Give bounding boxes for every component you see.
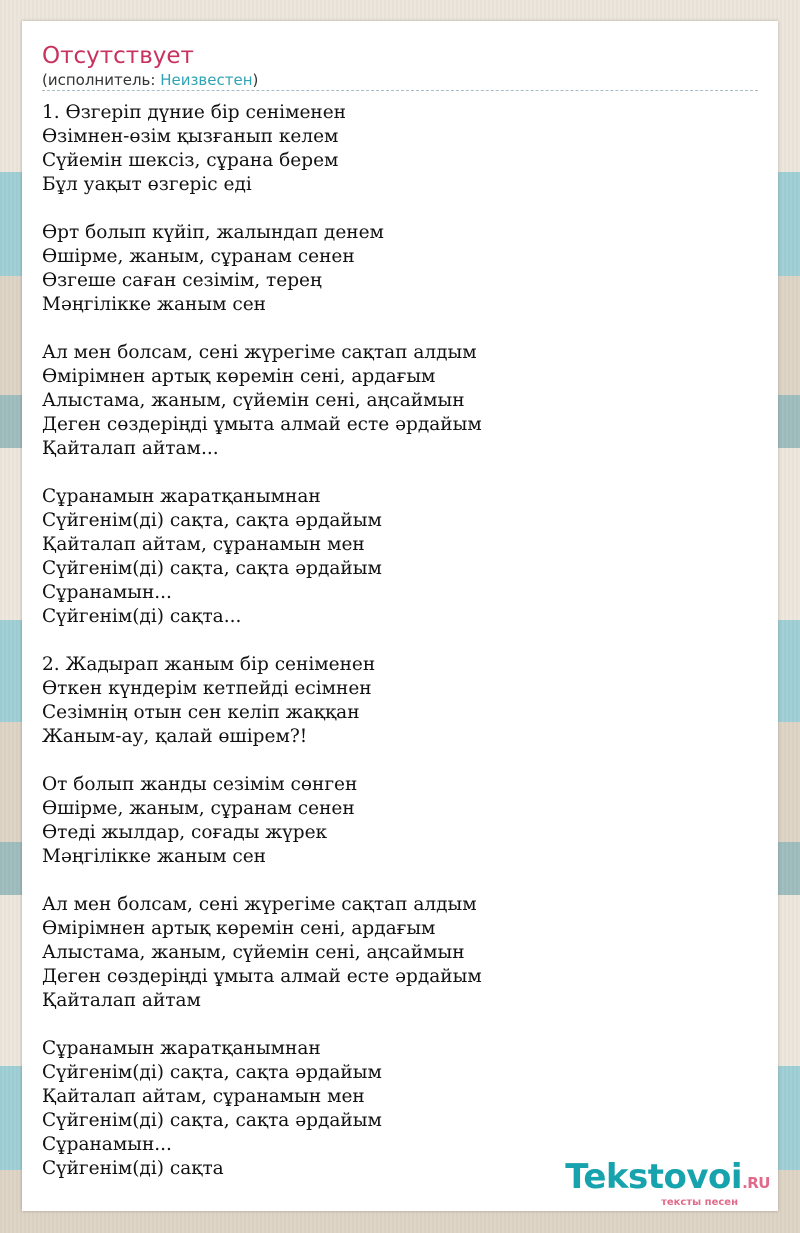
lyric-line: Сезімнің отын сен келіп жаққан [42, 702, 360, 723]
header-divider [42, 90, 758, 91]
lyric-line: Сүйгенім(ді) сақта, сақта әрдайым [42, 1062, 382, 1083]
lyric-line: Өмірімнен артық көремін сені, ардағым [42, 918, 436, 939]
lyric-line: Өзімнен-өзім қызғанып келем [42, 126, 339, 147]
artist-prefix: (исполнитель: [42, 71, 161, 89]
song-title: Отсутствует [42, 43, 194, 69]
lyric-line: Қайталап айтам, сұранамын мен [42, 1086, 365, 1107]
lyrics-stanza [42, 653, 762, 749]
artist-line [42, 70, 258, 90]
lyric-line: Сүйемін шексіз, сұрана берем [42, 150, 339, 171]
lyric-line: Өмірімнен артық көремін сені, ардағым [42, 366, 436, 387]
watermark-tagline: тексты песен [661, 1197, 738, 1208]
lyric-line: Өшірме, жаным, сұранам сенен [42, 246, 355, 267]
lyrics-card [22, 21, 778, 1211]
lyrics-stanza [42, 221, 762, 317]
lyrics-stanza [42, 101, 762, 197]
lyric-line: Сұранамын жаратқанымнан [42, 1038, 321, 1059]
lyric-line: Сұранамын жаратқанымнан [42, 486, 321, 507]
lyric-line: Сүйгенім(ді) сақта, сақта әрдайым [42, 510, 382, 531]
lyric-line: Жаным-ау, қалай өшірем?! [42, 726, 308, 747]
lyric-line: Өзгеше саған сезімім, терең [42, 270, 322, 291]
lyric-line: Мәңгілікке жаным сен [42, 294, 266, 315]
artist-link[interactable]: Неизвестен [160, 71, 253, 89]
lyric-line: Қайталап айтам... [42, 438, 219, 459]
lyric-line: Сүйгенім(ді) сақта... [42, 606, 242, 627]
site-watermark [565, 1159, 770, 1209]
lyric-line: Деген сөздеріңді ұмыта алмай есте әрдайым [42, 414, 482, 435]
lyric-line: Өрт болып күйіп, жалындап денем [42, 222, 384, 243]
lyric-line: Қайталап айтам [42, 990, 201, 1011]
lyric-line: Сүйгенім(ді) сақта, сақта әрдайым [42, 1110, 382, 1131]
lyric-line: Қайталап айтам, сұранамын мен [42, 534, 365, 555]
lyric-line: Алыстама, жаным, сүйемін сені, аңсаймын [42, 390, 465, 411]
lyric-line: 1. Өзгеріп дүние бір сеніменен [42, 102, 347, 123]
lyric-line: Ал мен болсам, сені жүрегіме сақтап алдым [42, 342, 477, 363]
lyric-line: Алыстама, жаным, сүйемін сені, аңсаймын [42, 942, 465, 963]
lyrics-stanza [42, 773, 762, 869]
lyric-line: Өшірме, жаным, сұранам сенен [42, 798, 355, 819]
lyrics-stanza [42, 893, 762, 1013]
lyrics-stanza [42, 485, 762, 629]
watermark-logo [565, 1159, 770, 1201]
lyric-line: Бұл уақыт өзгеріс еді [42, 174, 252, 195]
lyric-line: Өтеді жылдар, соғады жүрек [42, 822, 328, 843]
artist-suffix: ) [252, 71, 259, 89]
lyric-line: От болып жанды сезімім сөнген [42, 774, 358, 795]
lyric-line: Сүйгенім(ді) сақта, сақта әрдайым [42, 558, 382, 579]
lyric-line: 2. Жадырап жаным бір сеніменен [42, 654, 376, 675]
lyric-line: Сүйгенім(ді) сақта [42, 1158, 224, 1179]
lyric-line: Сұранамын... [42, 582, 172, 603]
watermark-tld: .RU [742, 1174, 770, 1192]
lyric-line: Сұранамын... [42, 1134, 172, 1155]
lyric-line: Мәңгілікке жаным сен [42, 846, 266, 867]
watermark-name: Tekstovoi [565, 1157, 743, 1197]
lyric-line: Ал мен болсам, сені жүрегіме сақтап алдым [42, 894, 477, 915]
lyric-line: Деген сөздеріңді ұмыта алмай есте әрдайым [42, 966, 482, 987]
lyric-line: Өткен күндерім кетпейді есімнен [42, 678, 372, 699]
lyrics-stanza [42, 341, 762, 461]
lyrics-body [42, 101, 762, 1181]
